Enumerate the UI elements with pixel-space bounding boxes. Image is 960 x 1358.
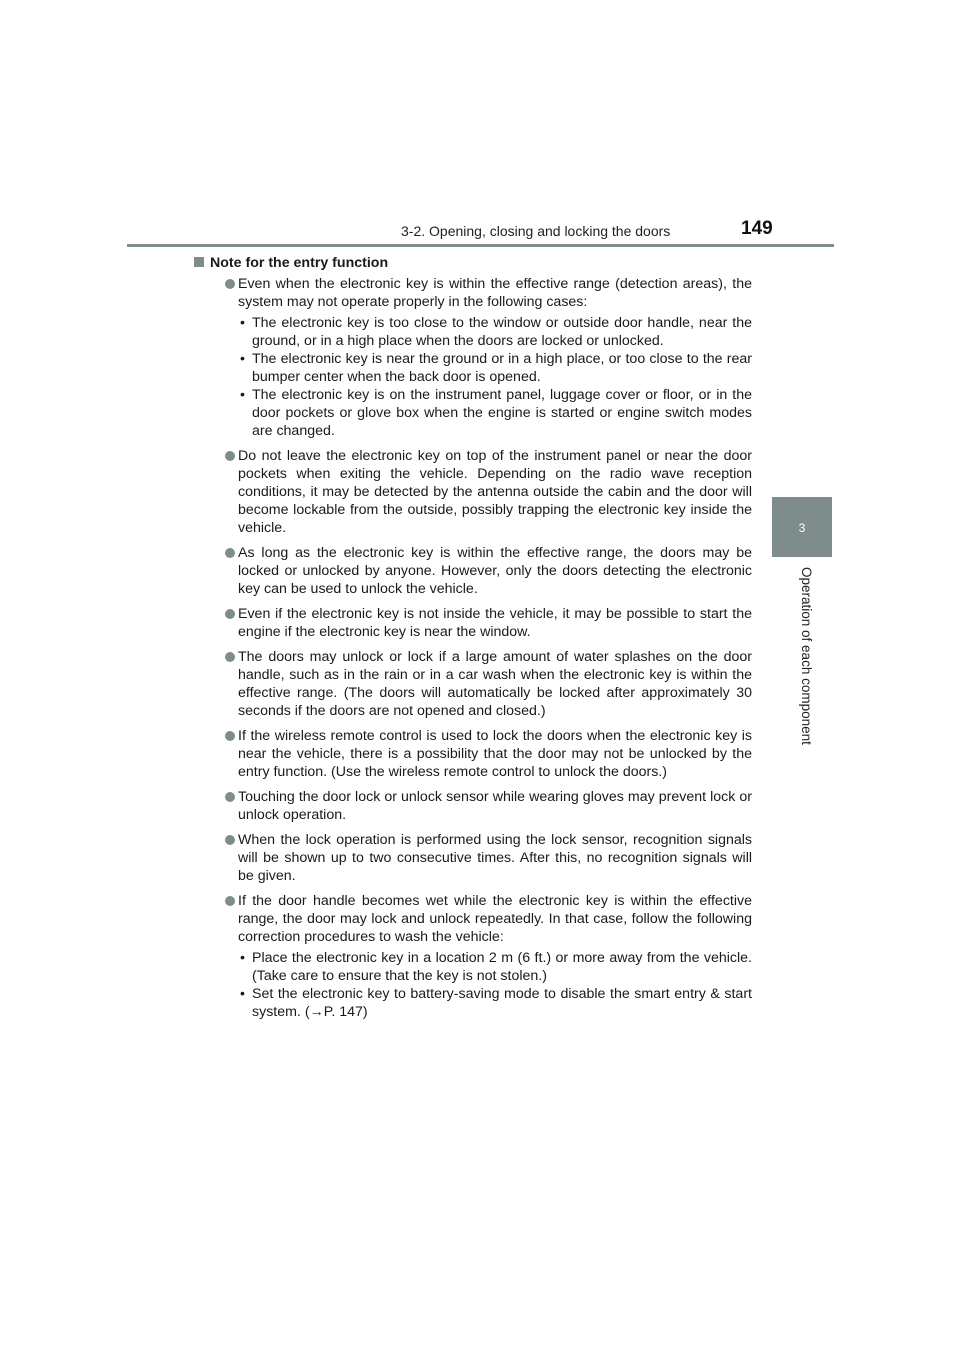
- bullet-dot-icon: [225, 279, 235, 289]
- sub-item-text: The electronic key is too close to the window or outside door handle, near the ground, or in a high place when the doors are locked or unlocked.: [252, 315, 752, 349]
- page-number: 149: [741, 218, 773, 239]
- bullet-text: Even if the electronic key is not inside the vehicle, it may be possible to start the engine if the electronic key is near the window.: [238, 606, 752, 640]
- sub-bullet-icon: •: [240, 950, 245, 966]
- square-marker-icon: [194, 257, 204, 267]
- bullet-list: [210, 275, 752, 1021]
- sub-bullet-icon: •: [240, 315, 245, 331]
- note-heading-text: Note for the entry function: [210, 255, 389, 271]
- bullet-text: Do not leave the electronic key on top of the instrument panel or near the door pockets when exiting the vehicle. Depending on the radio wave reception conditions, it may be detected by the antenna outside the cabin and the door will become lockable from the outside, possibly trapping the electronic key inside the vehicle.: [238, 448, 752, 536]
- bullet-item: [210, 788, 752, 824]
- header-rule: [127, 244, 834, 247]
- sub-list: [210, 314, 752, 440]
- sub-item-text: Set the electronic key to battery-saving mode to disable the smart entry & start system. (→P. 147): [252, 986, 752, 1020]
- note-section: [210, 254, 752, 1028]
- bullet-dot-icon: [225, 896, 235, 906]
- bullet-text: As long as the electronic key is within the effective range, the doors may be locked or unlocked by anyone. However, only the doors detecting the electronic key can be used to unlock the vehicle.: [238, 545, 752, 597]
- bullet-dot-icon: [225, 451, 235, 461]
- bullet-item: [210, 831, 752, 885]
- bullet-text: If the door handle becomes wet while the electronic key is within the effective range, the door may lock and unlock repeatedly. In that case, follow the following correction procedures to wash the vehicle:: [238, 893, 752, 945]
- bullet-item: [210, 605, 752, 641]
- sub-item-text: Place the electronic key in a location 2 m (6 ft.) or more away from the vehicle. (Take care to ensure that the key is not stolen.): [252, 950, 752, 984]
- bullet-item: [210, 727, 752, 781]
- sub-item: [210, 386, 752, 440]
- sub-item: [210, 350, 752, 386]
- bullet-item: [210, 892, 752, 1021]
- bullet-item: [210, 447, 752, 537]
- bullet-dot-icon: [225, 548, 235, 558]
- bullet-text: If the wireless remote control is used to lock the doors when the electronic key is near the vehicle, there is a possibility that the door may not be unlocked by the entry function. (Use the wireless remote control to unlock the doors.): [238, 728, 752, 780]
- bullet-dot-icon: [225, 731, 235, 741]
- chapter-number: 3: [798, 521, 806, 535]
- bullet-item: [210, 275, 752, 440]
- sub-bullet-icon: •: [240, 387, 245, 403]
- bullet-dot-icon: [225, 652, 235, 662]
- sub-item: [210, 949, 752, 985]
- sub-item-text: The electronic key is on the instrument panel, luggage cover or floor, or in the door pockets or glove box when the engine is started or engine switch modes are changed.: [252, 387, 752, 439]
- sub-list: [210, 949, 752, 1021]
- bullet-dot-icon: [225, 609, 235, 619]
- bullet-text: When the lock operation is performed using the lock sensor, recognition signals will be shown up to two consecutive times. After this, no recognition signals will be given.: [238, 832, 752, 884]
- sub-item: [210, 314, 752, 350]
- chapter-title: Operation of each component: [799, 567, 814, 745]
- bullet-text: The doors may unlock or lock if a large amount of water splashes on the door handle, such as in the rain or in a car wash when the electronic key is within the effective range. (The doors will automatically be locked after approximately 30 seconds if the doors are not opened and closed.): [238, 649, 752, 719]
- bullet-item: [210, 544, 752, 598]
- header-section-title: 3-2. Opening, closing and locking the doors: [401, 223, 671, 239]
- bullet-text: Touching the door lock or unlock sensor while wearing gloves may prevent lock or unlock operation.: [238, 789, 752, 823]
- bullet-dot-icon: [225, 792, 235, 802]
- note-heading: [194, 254, 736, 272]
- bullet-item: [210, 648, 752, 720]
- sub-item: [210, 985, 752, 1021]
- bullet-text: Even when the electronic key is within the effective range (detection areas), the system may not operate properly in the following cases:: [238, 276, 752, 310]
- sub-bullet-icon: •: [240, 986, 245, 1002]
- sub-bullet-icon: •: [240, 351, 245, 367]
- sub-item-text: The electronic key is near the ground or in a high place, or too close to the rear bumper center when the back door is opened.: [252, 351, 752, 385]
- bullet-dot-icon: [225, 835, 235, 845]
